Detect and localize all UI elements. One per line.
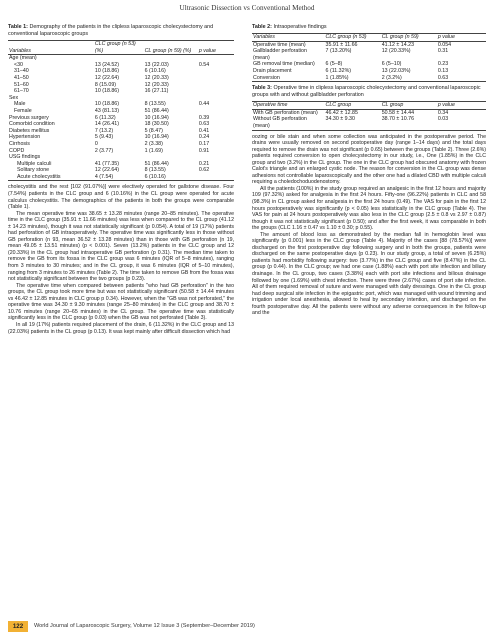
table-row — [8, 128, 234, 135]
table1-body — [8, 55, 234, 181]
table-cell: 1 (1.69) — [144, 147, 163, 154]
table-cell: 0.62 — [198, 167, 210, 174]
table-row — [8, 141, 234, 148]
table-cell: 6 (11.32%) — [325, 67, 352, 74]
table-cell: 2 (3.2%) — [381, 74, 402, 81]
body-paragraph: The mean operative time was 38.65 ± 13.28 minutes (range 20–85 minutes). The operative time in the CLC group (35.91 ± 11.66 minutes) was less when compared to the CL group (41.12 ± 14.23 minutes), though it was not statistically significant (p 0.054). A total of 19 (17%) patients had perforation of GB intraoperatively. The operative time was significantly less in those without GB perforation (n 93, mean 36.52 ± 13.28 minutes) than in those with GB perforation (n 19, mean 49.05 ± 13.51 minutes) (p < 0.001). Seven (13.2%) patients in the CLC group and 12 (20.33%) in the CL group had intraoperative GB perforation (p 0.31). The median time taken to remove the GB from its fossa in the CLC group was 6 minutes (IQR of 5–8 minutes), ranging from 3 minutes to 30 minutes; and in the CL group, it was 6 minutes (IQR of 5–10 minutes), ranging from 3 minutes to 26 minutes (Table 2). The time taken to remove GB from the fossa was not statistically significant between the two groups (p 0.23). — [8, 210, 234, 283]
table-row — [8, 95, 234, 102]
table-cell: 8 (15.09) — [94, 81, 117, 88]
table-cell: 13 (22.03%) — [381, 67, 411, 74]
body-paragraph: In all 19 (17%) patients required placement of the drain, 6 (11.32%) in the CLC group and 13 (22.03%) patients in the CL group (p 0.13). It was kept mainly after difficult dissection which had — [8, 321, 234, 335]
table-cell: 14 (26.41) — [94, 121, 120, 128]
table3-col-operative-time: Operative time — [253, 102, 288, 109]
table-cell: 41.12 ± 14.23 — [381, 41, 415, 48]
table3-caption: Table 3: Operative time in clipless laparoscopic cholecystectomy and conventional laparoscopic groups with and without gallbladder perforation — [252, 85, 481, 99]
row-label: 61–70 — [14, 88, 29, 95]
table-cell: 6 (11.32) — [94, 114, 116, 121]
body-paragraph: oozing or bile stain and when some collection was anticipated in the postoperative period. The drains were usually removed on second postoperative day (range 1–14 days) and the total days required to remove the drain was not significant (p 0.65) between the groups (Table 2). Three (2.6%) patients required conversion to open cholecystectomy in our study, i.e., One (1.85%) in the CLC group and two (3.2%) in the CL group. The one in the CLC group had obscured anatomy with frozen Calot's triangle and an enlarged cystic node. The reason for conversion in the CL group was dense adhesions not controllable laparoscopically and the other one had a dilated CBD with multiple calculi requiring a choledochoduodenostomy. — [252, 133, 486, 186]
row-label: With GB perforation (mean) — [253, 109, 318, 116]
table1-col-cl: CL group (n 59) (%) — [144, 47, 192, 54]
table1-caption: Table 1: Demography of the patients in the clipless laparoscopic cholecystectomy and conventional laparoscopic groups — [8, 24, 214, 37]
row-label: Age (mean) — [9, 55, 37, 62]
row-label: COPD — [9, 147, 25, 154]
table-cell — [198, 82, 234, 89]
row-label: Without GB perforation (mean) — [253, 116, 307, 129]
table-cell: 2 (3.38) — [144, 140, 163, 147]
body-paragraph: The operative time when compared between patients "who had GB perforation" in the two groups, the CL group took more time but was not statistically significant (50.58 ± 14.44 minutes vs 46.42 ± 12.85 minutes in CLC group p 0.34). However, when the "GB was not perforated," the operative time was 34.30 ± 9.30 minutes (range 25–80 minutes) in the CLC group and 38.70 ± 10.76 minutes (range 20–65 minutes) in the CL group. The operative time was statistically significantly less in the CLC group (p 0.03) when the GB was not perforated (Table 3). — [8, 282, 234, 322]
table-row — [252, 116, 486, 130]
table-cell — [198, 88, 234, 95]
table-cell: 10 (18.86) — [94, 101, 120, 108]
table-cell: 13 (24.52) — [94, 61, 120, 68]
table-row — [8, 161, 234, 168]
table-cell: 0.41 — [198, 127, 210, 134]
table-cell: 5 (9.43) — [94, 134, 114, 141]
row-label: Previous surgery — [9, 114, 49, 121]
table3-col-clc: CLC group — [325, 102, 352, 109]
table-cell: 51 (86.44) — [144, 107, 169, 114]
table-cell: 0.44 — [198, 101, 210, 108]
table-cell: 5 (8.47) — [144, 127, 163, 134]
table-cell: 12 (22.64) — [94, 74, 120, 81]
right-column — [252, 24, 486, 317]
table-cell — [198, 68, 234, 75]
table-row — [252, 68, 486, 75]
table-cell: 1 (1.85%) — [325, 74, 349, 81]
table-cell: 0.24 — [198, 134, 210, 141]
table-cell: 0.63 — [198, 121, 210, 128]
table-cell: 4 (7.54) — [94, 173, 114, 180]
table-cell: 51 (86.44) — [144, 160, 169, 167]
body-paragraph: cholecystitis and the rest [102 (91.07%)] were electively operated for gallstone disease. Four (7.54%) patients in the CLC group and 6 (10.16%) in the CL group were operated for acute calculus cholecystitis. The demographics of the patients in both the groups were comparable (Table 1). — [8, 184, 234, 211]
table-cell: 35.91 ± 11.66 — [325, 41, 358, 48]
table-cell: 0.31 — [437, 48, 449, 55]
journal-citation: World Journal of Laparoscopic Surgery, Volume 12 Issue 3 (September–December 2019) — [34, 623, 255, 629]
table-cell: 50.58 ± 14.44 — [381, 109, 415, 116]
row-label: Conversion — [253, 74, 280, 81]
table2-col-cl: CL group (n 59) — [381, 34, 419, 40]
table3-col-p: p value — [437, 102, 455, 109]
table-row — [8, 82, 234, 89]
table-cell: 18 (30.50) — [144, 121, 169, 128]
table-row — [8, 68, 234, 75]
row-label: Drain placement — [253, 67, 292, 74]
table-cell: 7 (13.20%) — [325, 48, 352, 55]
row-label: Multiple calculi — [17, 160, 52, 167]
row-label: Cirrhosis — [9, 140, 30, 147]
table1-col-clc: CLC group (n 53) (%) — [94, 41, 136, 54]
table-cell — [144, 95, 198, 102]
row-label: <30 — [14, 61, 23, 68]
row-label: 51–60 — [14, 81, 29, 88]
row-label: GB removal time (median) — [253, 61, 315, 68]
row-label: Operative time (mean) — [253, 41, 306, 48]
table2-col-clc: CLC group (n 53) — [325, 34, 367, 40]
table-row — [252, 109, 486, 116]
table-row — [8, 154, 234, 161]
table-cell: 0 — [94, 140, 98, 147]
table-row — [252, 48, 486, 61]
table3-col-cl: CL group — [381, 102, 404, 109]
table-cell: 0.54 — [198, 61, 210, 68]
table-cell: 16 (27.11) — [144, 88, 169, 95]
table2-caption: Table 2: Intraoperative findings — [252, 24, 327, 30]
table-cell: 34.30 ± 9.30 — [325, 116, 355, 123]
table-row — [8, 88, 234, 95]
table3-body — [252, 109, 486, 130]
table-cell: 10 (16.94) — [144, 114, 169, 121]
table-row — [8, 62, 234, 69]
table2-col-variables: Variables — [253, 34, 275, 40]
body-paragraph: The amount of blood loss as demonstrated by the median fall in hemoglobin level was significantly (p 0.001) less in the CLC group (Table 4). Majority of the cases [88 (78.57%)] were discharged on the first postoperative day following surgery and in both the groups, patients were discharged on the same postoperative days (p 0.23). In our study group, a total of seven (6.25%) patients had morbidity following surgery: two (3.77%) in the CLC group and five (8.47%) in the CL group (p 0.44). In the CLC group; we had one case (1.88%) each with port site infection and biliary drainage. In the CL group, two cases (3.38%) each with port site infections and bilious drainage followed by one (1.69%) with chest infection. There were three (2.67%) cases of port site infection. All of them required removal of suture and were managed with daily dressings. One in the CL group had deep surgical site infection in the epigastric port, which was managed with wound trimming and irrigation under local anesthesia, allowed to heal by secondary intention, and discharged on the fourth postoperative day. All the patients were without any adverse consequences in the follow-up and the — [252, 231, 486, 317]
table-cell: 13 (22.03) — [144, 61, 169, 68]
table-cell — [94, 154, 144, 161]
table-cell: 2 (3.77) — [94, 147, 114, 154]
table-cell — [198, 75, 234, 82]
right-body-text — [252, 134, 486, 317]
table-row — [8, 101, 234, 108]
table-cell — [198, 95, 234, 102]
row-label: Gallbladder perforation (mean) — [253, 48, 307, 61]
table-cell: 12 (20.33%) — [381, 48, 411, 55]
row-label: Solitary stone — [17, 167, 50, 174]
table2-body — [252, 41, 486, 82]
table-row — [252, 75, 486, 82]
table-cell: 12 (20.33) — [144, 74, 169, 81]
row-label: USG findings — [9, 154, 41, 161]
table-cell: 0.054 — [437, 41, 452, 48]
body-paragraph: All the patients (100%) in the study group required an analgesic in the first 12 hours and majority 109 (97.32%) asked for analgesia in the first 24 hours. Fifty-one (96.22%) patients in CLC and 58 (98.3%) in CL group asked for analgesia in the first 24 hours (0.49). The VAS for pain in the first 12 hours postoperatively was significantly (p < 0.05) less statistically in the CLC group (Table 4). The VAS for pain at 24 hours postoperatively was also less in the CLC group (2.5 ± 0.8 vs 2.97 ± 0.87) though it was not statistically significant (p 0.50); and after the first week, it was comparable in both the groups (CLC 1.16 ± 0.47 vs 1.10 ± 0.30; p 0.55). — [252, 185, 486, 232]
table3 — [252, 101, 486, 130]
page-number: 122 — [8, 621, 28, 632]
table2-col-p: p value — [437, 34, 455, 40]
table-cell: 8 (13.55) — [144, 167, 166, 174]
table-cell: 0.91 — [198, 147, 210, 154]
table-row — [8, 148, 234, 155]
table-cell: 0.03 — [437, 116, 449, 123]
table-cell: 10 (18.86) — [94, 68, 120, 75]
table1 — [8, 40, 234, 181]
table-row — [252, 41, 486, 48]
row-label: Male — [14, 101, 26, 108]
table-cell: 12 (22.64) — [94, 167, 120, 174]
table-cell — [198, 174, 234, 181]
table-row — [252, 61, 486, 68]
table1-col-p: p value — [198, 47, 216, 54]
table-cell — [198, 55, 234, 62]
table-cell: 0.13 — [437, 67, 449, 74]
table-cell: 0.39 — [198, 114, 210, 121]
row-label: Diabetes mellitus — [9, 127, 50, 134]
table-cell: 6 (5–8) — [325, 61, 343, 68]
table-cell: 0.23 — [437, 61, 449, 68]
row-label: 41–50 — [14, 74, 29, 81]
table-row — [8, 55, 234, 62]
table2 — [252, 33, 486, 82]
table-cell: 6 (10.16) — [144, 68, 166, 75]
table-cell: 43 (81.13) — [94, 107, 120, 114]
row-label: 31–40 — [14, 68, 29, 75]
page-footer — [0, 620, 494, 634]
table1-col-variables: Variables — [9, 47, 31, 54]
table-cell: 10 (18.86) — [94, 88, 120, 95]
table-cell: 12 (20.33) — [144, 81, 169, 88]
table-cell — [94, 95, 144, 102]
table-row — [8, 108, 234, 115]
table-cell: 0.63 — [437, 74, 449, 81]
table-row — [8, 115, 234, 122]
row-label: Hypertension — [9, 134, 41, 141]
table-cell: 6 (10.16) — [144, 173, 166, 180]
table-cell — [198, 154, 234, 161]
table-cell: 8 (13.55) — [144, 101, 166, 108]
table-cell: 46.42 ± 12.85 — [325, 109, 358, 116]
table-cell: 0.34 — [437, 109, 449, 116]
table-cell: 6 (5–10) — [381, 61, 402, 68]
table-row — [8, 174, 234, 181]
table-row — [8, 75, 234, 82]
table-row — [8, 134, 234, 141]
table-row — [8, 121, 234, 128]
left-body-text — [8, 184, 234, 335]
table-cell: 41 (77.35) — [94, 160, 120, 167]
running-title: Ultrasonic Dissection vs Conventional Method — [179, 4, 315, 12]
table-cell — [94, 55, 144, 62]
table-cell: 38.70 ± 10.76 — [381, 116, 415, 123]
row-label: Comorbid condition — [9, 121, 55, 128]
table-cell: 7 (13.2) — [94, 127, 114, 134]
row-label: Sex — [9, 94, 19, 101]
table-row — [8, 167, 234, 174]
row-label: Female — [14, 107, 32, 114]
table-cell: 0.17 — [198, 140, 210, 147]
table-cell — [198, 108, 234, 115]
table-cell: 0.21 — [198, 160, 210, 167]
table-cell — [144, 55, 198, 62]
row-label: Acute cholecystitis — [17, 173, 61, 180]
table-cell: 10 (16.94) — [144, 134, 169, 141]
left-column — [8, 24, 234, 335]
table-cell — [144, 154, 198, 161]
